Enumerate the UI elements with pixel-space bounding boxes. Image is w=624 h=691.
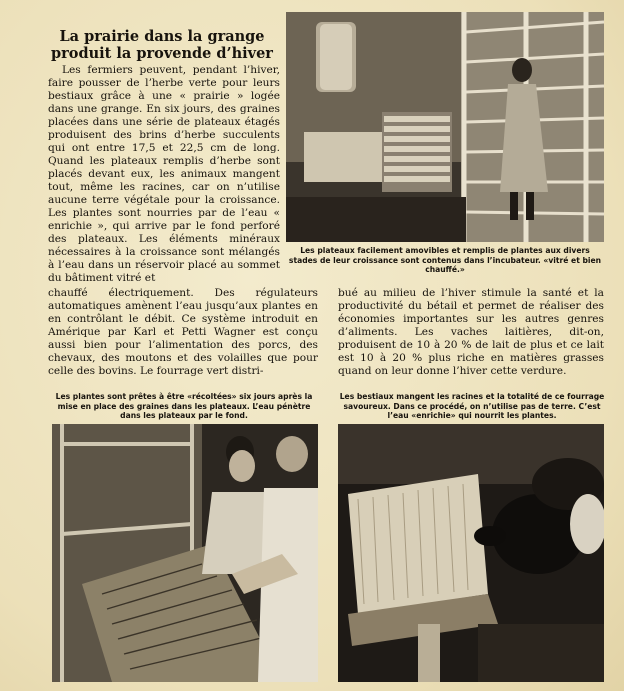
- article-column-1-continued: [48, 287, 318, 378]
- caption-top-photo: Les plateaux facilement amovibles et remplis de plantes aux divers stades de leur croissance sont contenus dans l’incubateur. «vitré et bien chauffé.»: [288, 246, 602, 274]
- photo-incubator-trays: [286, 12, 604, 242]
- article-paragraph: chauffé électriquement. Des régulateurs automatiques amènent l’eau jusqu’aux plantes en en contrôlant le débit. Ce système introduit en Amérique par Karl et Petti Wagner est conçu aussi bien pour l’alimentation des porcs, des chevaux, des moutons et des volailles que pour celle des bovins. Le fourrage vert distri-: [48, 287, 318, 377]
- caption-left-photo: Les plantes sont prêtes à être «récoltées» six jours après la mise en place des graines dans les plateaux. L’eau pénètre dans les plateaux par le fond.: [55, 392, 313, 420]
- photo-harvest-trays: [52, 424, 318, 682]
- article-column-2: [338, 287, 604, 378]
- headline-line-2: produit la provende d’hiver: [51, 45, 273, 62]
- photo-cattle-eating: [338, 424, 604, 682]
- headline-line-1: La prairie dans la grange: [59, 28, 265, 45]
- article-column-1: [48, 64, 280, 285]
- article-paragraph: Les fermiers peuvent, pendant l’hiver, faire pousser de l’herbe verte pour leurs bestiaux grâce à une « prairie » logée dans une grange. En six jours, des graines placées dans une série de plateaux étagés produisent des brins d’herbe succulents qui ont entre 17,5 et 22,5 cm de long. Quand les plateaux remplis d’herbe sont placés devant eux, les animaux mangent tout, même les racines, car on n’utilise aucune terre végétale pour la croissance. Les plantes sont nourries par de l’eau « enrichie », qui arrive par le fond perforé des plateaux. Les éléments minéraux nécessaires à la croissance sont mélangés à l’eau dans un réservoir placé au sommet du bâtiment vitré et: [48, 64, 280, 284]
- article-headline: [46, 28, 278, 62]
- article-paragraph: bué au milieu de l’hiver stimule la santé et la productivité du bétail et permet de réaliser des économies importantes sur les autres genres d’aliments. Les vaches laitières, dit-on, produisent de 10 à 20 % de lait de plus et ce lait est 10 à 20 % plus riche en matières grasses quand on leur donne l’hiver cette verdure.: [338, 287, 604, 377]
- caption-right-photo: Les bestiaux mangent les racines et la totalité de ce fourrage savoureux. Dans ce procédé, on n’utilise pas de terre. C’est l’eau «enrichie» qui nourrit les plantes.: [339, 392, 605, 420]
